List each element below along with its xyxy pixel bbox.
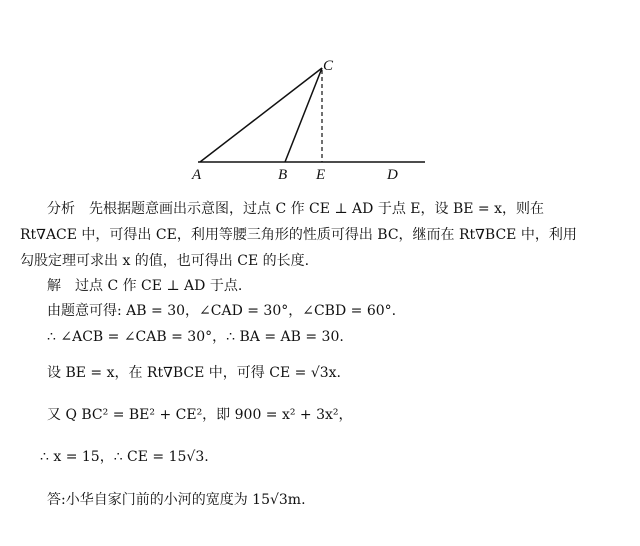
label-d: D	[387, 167, 398, 183]
geometry-figure	[0, 0, 640, 190]
analysis-line-2: Rt∇ACE 中，可得出 CE，利用等腰三角形的性质可得出 BC，继而在 Rt∇BCE 中，利用	[20, 227, 577, 243]
analysis-line-3: 勾股定理可求出 x 的值，也可得出 CE 的长度.	[20, 253, 310, 269]
solution-line-4: 设 BE = x，在 Rt∇BCE 中，可得 CE = √3x.	[47, 365, 341, 381]
analysis-line-1: 分析 先根据题意画出示意图，过点 C 作 CE ⊥ AD 于点 E，设 BE = x，则在	[47, 201, 544, 217]
solution-line-6: ∴ x = 15，∴ CE = 15√3.	[40, 449, 209, 465]
answer-line: 答:小华自家门前的小河的宽度为 15√3m.	[47, 492, 306, 508]
solution-line-1: 解 过点 C 作 CE ⊥ AD 于点.	[47, 278, 243, 294]
label-b: B	[278, 167, 288, 183]
solution-line-3: ∴ ∠ACB = ∠CAB = 30°，∴ BA = AB = 30.	[47, 329, 344, 345]
solution-line-2: 由题意可得: AB = 30，∠CAD = 30°，∠CBD = 60°.	[47, 303, 397, 319]
label-c: C	[323, 58, 334, 74]
label-a: A	[192, 167, 202, 183]
solution-line-5: 又 Q BC² = BE² + CE²，即 900 = x² + 3x²，	[47, 407, 353, 423]
label-e: E	[316, 167, 326, 183]
